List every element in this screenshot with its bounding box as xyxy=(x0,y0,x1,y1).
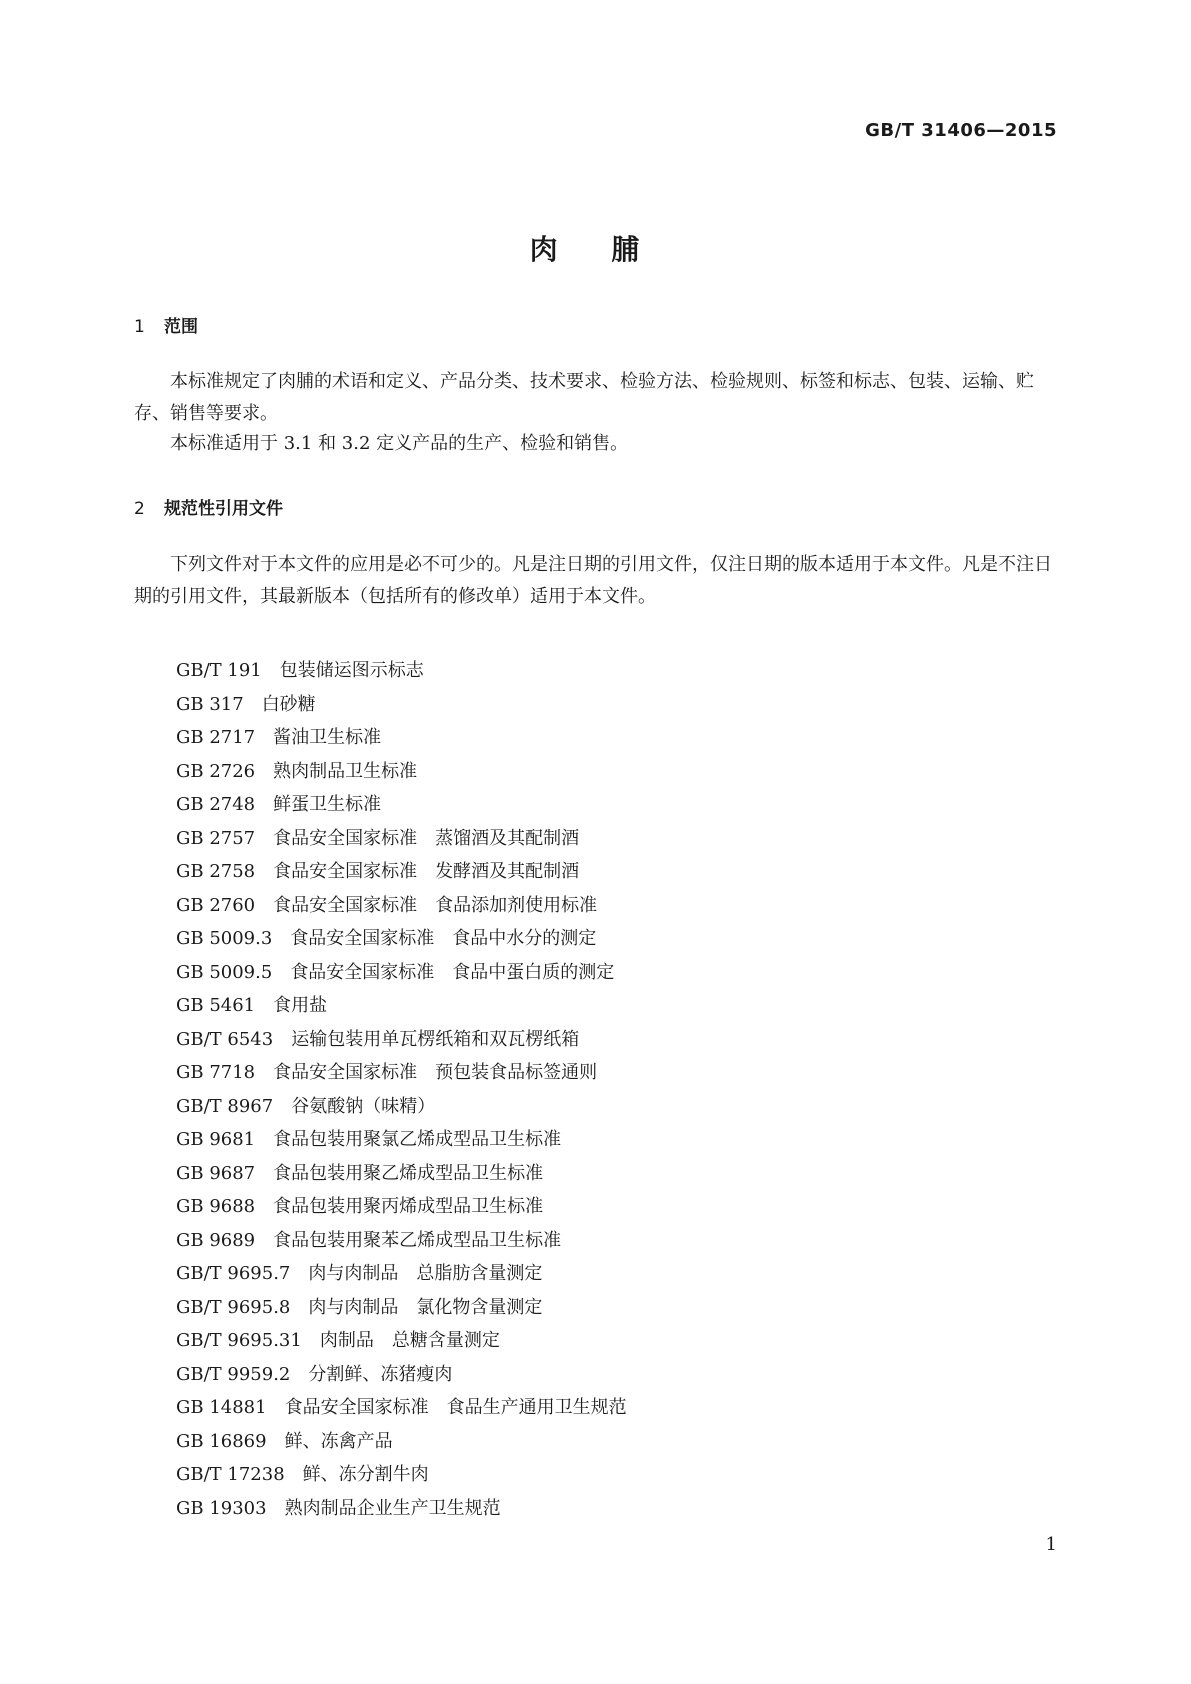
reference-item xyxy=(176,1257,627,1291)
reference-item xyxy=(176,1157,627,1191)
reference-item xyxy=(176,922,627,956)
reference-item xyxy=(176,1023,627,1057)
reference-code: GB 2726 xyxy=(176,760,256,782)
reference-code: GB 5009.3 xyxy=(176,928,273,949)
reference-title: 运输包装用单瓦楞纸箱和双瓦楞纸箱 xyxy=(291,1028,580,1050)
reference-code: GB/T 17238 xyxy=(176,1464,285,1485)
reference-item xyxy=(176,1425,627,1459)
reference-title: 谷氨酸钠（味精） xyxy=(291,1095,436,1117)
reference-code: GB 9681 xyxy=(176,1129,256,1150)
reference-title: 肉与肉制品 氯化物含量测定 xyxy=(308,1296,543,1318)
reference-item xyxy=(176,1224,627,1258)
reference-title: 分割鲜、冻猪瘦肉 xyxy=(308,1363,453,1385)
reference-item xyxy=(176,1090,627,1124)
reference-item xyxy=(176,855,627,889)
reference-code: GB/T 9695.8 xyxy=(176,1296,291,1318)
reference-item xyxy=(176,822,627,856)
section-title: 规范性引用文件 xyxy=(164,499,283,519)
reference-code: GB 7718 xyxy=(176,1062,256,1083)
reference-code: GB 2760 xyxy=(176,894,256,916)
section-number: 2 xyxy=(134,499,145,519)
reference-title: 食品安全国家标准 食品中蛋白质的测定 xyxy=(290,961,615,983)
reference-code: GB 16869 xyxy=(176,1430,267,1452)
reference-title: 食品安全国家标准 蒸馏酒及其配制酒 xyxy=(273,827,580,849)
reference-item xyxy=(176,721,627,755)
reference-code: GB 19303 xyxy=(176,1497,267,1519)
reference-title: 白砂糖 xyxy=(261,693,316,715)
reference-title: 食用盐 xyxy=(273,995,328,1016)
reference-item xyxy=(176,688,627,722)
reference-code: GB 9688 xyxy=(176,1196,256,1217)
reference-item xyxy=(176,788,627,822)
reference-item xyxy=(176,1358,627,1392)
paragraph: 本标准规定了肉脯的术语和定义、产品分类、技术要求、检验方法、检验规则、标签和标志、包装、运输、贮存、销售等要求。 xyxy=(134,371,1034,424)
reference-title: 食品包装用聚丙烯成型品卫生标准 xyxy=(273,1196,544,1217)
reference-title: 肉制品 总糖含量测定 xyxy=(319,1330,500,1351)
reference-code: GB/T 6543 xyxy=(176,1028,274,1050)
reference-title: 食品安全国家标准 食品生产通用卫生规范 xyxy=(284,1397,627,1418)
reference-item xyxy=(176,1492,627,1526)
reference-code: GB 5009.5 xyxy=(176,961,273,983)
standard-code: GB/T 31406—2015 xyxy=(865,120,1057,141)
reference-title: 熟肉制品企业生产卫生规范 xyxy=(284,1497,501,1519)
reference-code: GB 2758 xyxy=(176,861,256,882)
reference-item xyxy=(176,1458,627,1492)
reference-title: 食品包装用聚苯乙烯成型品卫生标准 xyxy=(273,1229,562,1251)
reference-code: GB/T 191 xyxy=(176,660,262,681)
reference-code: GB/T 8967 xyxy=(176,1095,274,1117)
reference-title: 食品包装用聚氯乙烯成型品卫生标准 xyxy=(273,1129,562,1150)
section-number: 1 xyxy=(134,317,145,337)
reference-item xyxy=(176,1123,627,1157)
reference-item xyxy=(176,1190,627,1224)
reference-code: GB 2748 xyxy=(176,794,256,815)
section-1-heading xyxy=(134,312,198,337)
reference-title: 鲜、冻禽产品 xyxy=(284,1430,393,1452)
reference-item xyxy=(176,889,627,923)
reference-title: 酱油卫生标准 xyxy=(273,727,382,748)
reference-code: GB 2757 xyxy=(176,827,256,849)
paragraph: 下列文件对于本文件的应用是必不可少的。凡是注日期的引用文件，仅注日期的版本适用于本文件。凡是不注日期的引用文件，其最新版本（包括所有的修改单）适用于本文件。 xyxy=(134,554,1052,607)
reference-list xyxy=(176,654,627,1525)
reference-item xyxy=(176,989,627,1023)
section-title: 范围 xyxy=(164,317,198,337)
reference-code: GB/T 9695.31 xyxy=(176,1330,302,1351)
section-2-heading xyxy=(134,494,283,519)
reference-item xyxy=(176,956,627,990)
reference-title: 肉与肉制品 总脂肪含量测定 xyxy=(308,1263,543,1284)
reference-code: GB 317 xyxy=(176,693,244,715)
reference-code: GB 2717 xyxy=(176,727,256,748)
reference-title: 包装储运图示标志 xyxy=(279,660,424,681)
reference-title: 熟肉制品卫生标准 xyxy=(273,760,418,782)
reference-code: GB/T 9959.2 xyxy=(176,1363,291,1385)
reference-title: 鲜、冻分割牛肉 xyxy=(302,1464,429,1485)
reference-title: 鲜蛋卫生标准 xyxy=(273,794,382,815)
reference-title: 食品安全国家标准 发酵酒及其配制酒 xyxy=(273,861,580,882)
reference-title: 食品安全国家标准 食品添加剂使用标准 xyxy=(273,894,598,916)
reference-code: GB/T 9695.7 xyxy=(176,1263,291,1284)
reference-title: 食品安全国家标准 预包装食品标签通则 xyxy=(273,1062,598,1083)
page-number: 1 xyxy=(1045,1534,1057,1555)
reference-item xyxy=(176,654,627,688)
reference-code: GB 5461 xyxy=(176,995,256,1016)
reference-title: 食品安全国家标准 食品中水分的测定 xyxy=(290,928,597,949)
reference-code: GB 14881 xyxy=(176,1397,267,1418)
paragraph: 本标准适用于 3.1 和 3.2 定义产品的生产、检验和销售。 xyxy=(170,433,629,454)
document-title: 肉 脯 xyxy=(529,233,662,266)
reference-item xyxy=(176,1291,627,1325)
reference-item xyxy=(176,1056,627,1090)
reference-item xyxy=(176,1324,627,1358)
reference-title: 食品包装用聚乙烯成型品卫生标准 xyxy=(273,1162,544,1184)
reference-code: GB 9687 xyxy=(176,1162,256,1184)
reference-item xyxy=(176,1391,627,1425)
reference-item xyxy=(176,755,627,789)
reference-code: GB 9689 xyxy=(176,1229,256,1251)
